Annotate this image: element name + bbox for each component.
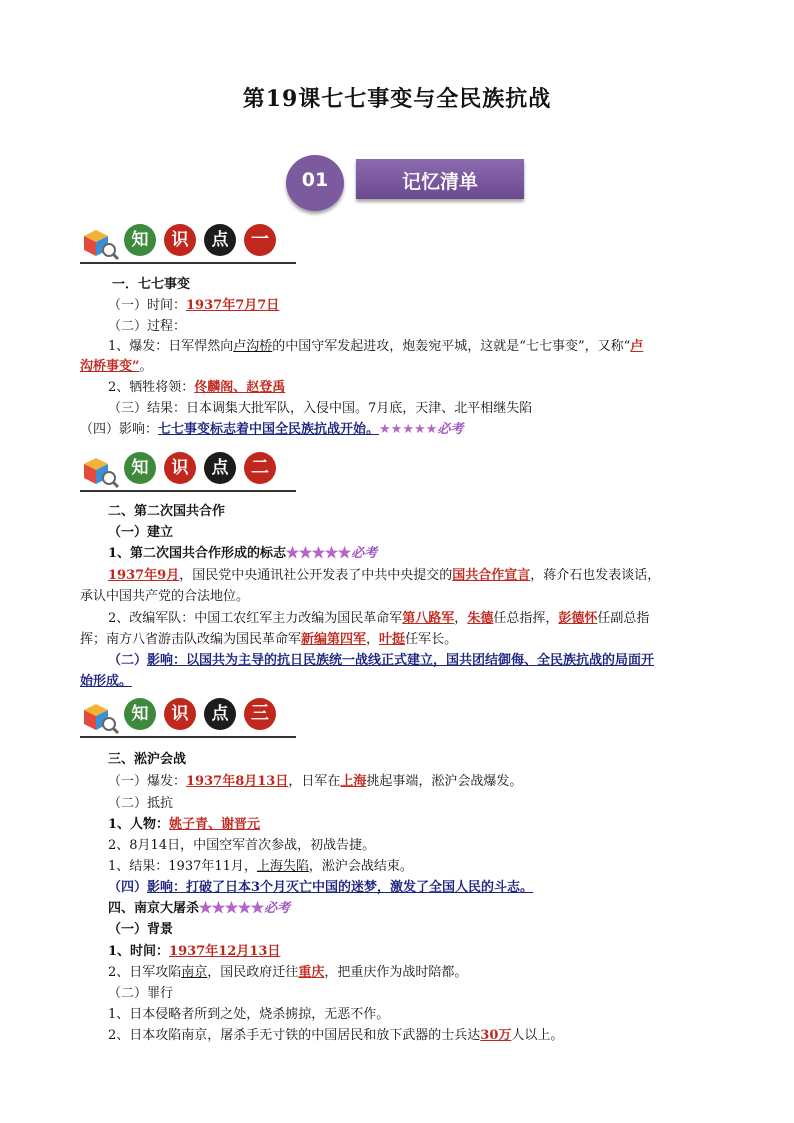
header-underline <box>80 736 296 738</box>
text-line: 1、第二次国共合作形成的标志★★★★★必考 <box>108 546 378 561</box>
section-heading: 二、第二次国共合作 <box>108 504 226 519</box>
text-line: （二）影响：以国共为主导的抗日民族统一战线正式建立，国共团结御侮、全民族抗战的局面开 <box>108 653 655 668</box>
page-title: 第19课七七事变与全民族抗战 <box>242 86 552 112</box>
badge-dian: 点 <box>204 698 236 730</box>
badge-number: 三 <box>244 698 276 730</box>
text-line: （四）影响：七七事变标志着中国全民族抗战开始。★★★★★必考 <box>80 422 464 437</box>
text-line: （三）结果：日本调集大批军队，入侵中国。7月底，天津、北平相继失陷 <box>108 401 533 416</box>
badge-dian: 点 <box>204 224 236 256</box>
memory-list-banner <box>286 155 531 211</box>
banner-number: 01 <box>301 169 329 191</box>
knowledge-point-header-1 <box>80 220 296 264</box>
text-line: 1、结果：1937年11月，上海失陷，淞沪会战结束。 <box>108 859 413 874</box>
header-underline <box>80 490 296 492</box>
text-line: 挥；南方八省游击队改编为国民革命军新编第四军，叶挺任军长。 <box>80 632 458 647</box>
text-line: 2、8月14日，中国空军首次参战，初战告捷。 <box>108 838 376 853</box>
badge-zhi: 知 <box>124 452 156 484</box>
text-line: 1、人物：姚子青、谢晋元 <box>108 817 261 832</box>
text-line: 1、时间：1937年12月13日 <box>108 944 281 959</box>
badge-number: 二 <box>244 452 276 484</box>
knowledge-point-header-3 <box>80 694 296 738</box>
badge-number: 一 <box>244 224 276 256</box>
text-line: （二）抵抗 <box>108 796 174 811</box>
text-line: 始形成。 <box>80 674 133 689</box>
badge-shi: 识 <box>164 698 196 730</box>
badge-dian: 点 <box>204 452 236 484</box>
text-line: （二）罪行 <box>108 986 174 1001</box>
text-line: 2、日本攻陷南京，屠杀手无寸铁的中国居民和放下武器的士兵达30万人以上。 <box>108 1028 564 1043</box>
text-line: 2、牺牲将领：佟麟阁、赵登禹 <box>108 380 286 395</box>
text-line: 沟桥事变”。 <box>80 359 153 374</box>
cube-magnifier-icon <box>80 454 120 488</box>
text-line: （一）背景 <box>108 922 174 937</box>
text-line: 1、爆发：日军悍然向卢沟桥的中国守军发起进攻，炮轰宛平城，这就是“七七事变”，又称“卢 <box>108 339 644 354</box>
section-heading: 一．七七事变 <box>112 277 191 292</box>
text-line: （一）爆发：1937年8月13日，日军在上海挑起事端，淞沪会战爆发。 <box>108 774 523 789</box>
banner-label-bar <box>356 159 524 199</box>
cube-magnifier-icon <box>80 700 120 734</box>
text-line: 2、日军攻陷南京，国民政府迁往重庆，把重庆作为战时陪都。 <box>108 965 468 980</box>
badge-shi: 识 <box>164 224 196 256</box>
knowledge-point-header-2 <box>80 448 296 492</box>
text-line: （一）时间：1937年7月7日 <box>108 298 280 313</box>
badge-zhi: 知 <box>124 224 156 256</box>
text-line: （二）过程： <box>108 319 187 334</box>
text-line: 1937年9月，国民党中央通讯社公开发表了中共中央提交的国共合作宣言，蒋介石也发表谈话， <box>108 568 661 583</box>
banner-label: 记忆清单 <box>401 171 478 193</box>
text-line: （四）影响：打破了日本3个月灭亡中国的迷梦，激发了全国人民的斗志。 <box>108 880 534 895</box>
header-underline <box>80 262 296 264</box>
badge-shi: 识 <box>164 452 196 484</box>
cube-magnifier-icon <box>80 226 120 260</box>
section-heading: 四、南京大屠杀★★★★★必考 <box>108 901 291 916</box>
banner-number-circle <box>286 155 344 211</box>
section-heading: 三、淞沪会战 <box>108 752 187 767</box>
text-line: 承认中国共产党的合法地位。 <box>80 589 250 604</box>
badge-zhi: 知 <box>124 698 156 730</box>
text-line: 2、改编军队：中国工农红军主力改编为国民革命军第八路军，朱德任总指挥，彭德怀任副总指 <box>108 611 650 626</box>
text-line: 1、日本侵略者所到之处，烧杀掳掠，无恶不作。 <box>108 1007 390 1022</box>
text-line: （一）建立 <box>108 525 174 540</box>
